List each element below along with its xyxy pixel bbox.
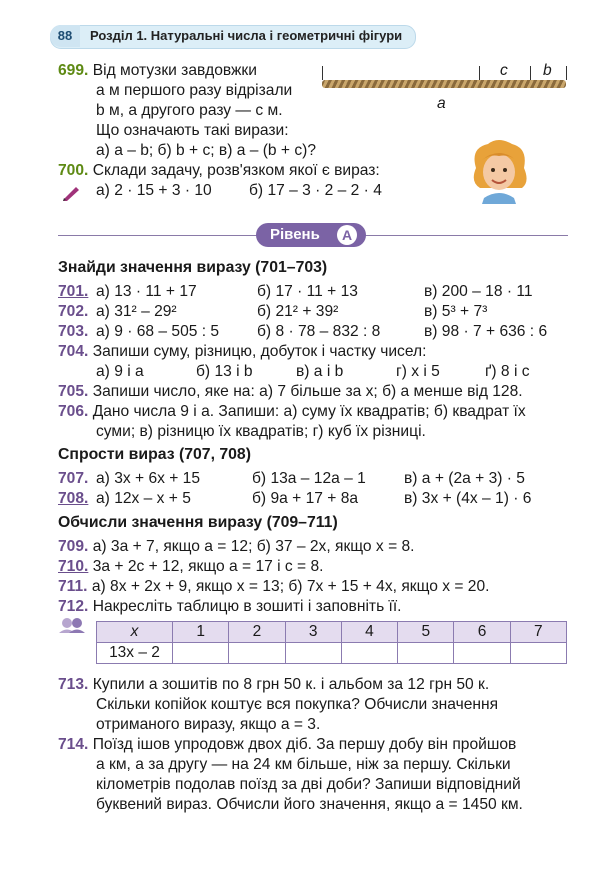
section-title-2: Спрости вираз (707, 708) xyxy=(58,446,251,463)
text: Купили a зошитів по 8 грн 50 к. і альбом за 12 грн 50 к. xyxy=(92,676,490,693)
table-cell: 5 xyxy=(398,622,454,643)
table-cell: 1 xyxy=(173,622,229,643)
text: а) 3a + 7, якщо a = 12; б) 37 – 2x, якщо x = 8. xyxy=(92,538,415,555)
exercise-703-b: б) 8 · 78 – 832 : 8 xyxy=(257,323,381,340)
rope-figure xyxy=(322,80,566,88)
exercise-703-a: а) 9 · 68 – 505 : 5 xyxy=(96,323,220,340)
page-number: 88 xyxy=(50,25,80,47)
text: Дано числа 9 і a. Запиши: а) суму їх квадратів; б) квадрат їх xyxy=(92,403,526,420)
exercise-number: 702. xyxy=(58,303,89,320)
table-cell xyxy=(285,643,341,664)
exercise-711 xyxy=(58,577,489,597)
exercise-699-line-2: a м першого разу відрізали xyxy=(96,82,293,99)
exercise-699-line-4: Що означають такі вирази: xyxy=(96,122,289,139)
exercise-713-line-3: отриманого виразу, якщо a = 3. xyxy=(96,716,321,733)
exercise-number: 704. xyxy=(58,343,89,360)
exercise-707-a: а) 3x + 6x + 15 xyxy=(96,470,201,487)
table-cell: 13x – 2 xyxy=(97,643,173,664)
exercise-701-c: в) 200 – 18 · 11 xyxy=(424,283,533,300)
table-row xyxy=(97,643,567,664)
exercise-704-b: б) 13 і b xyxy=(196,363,253,380)
exercise-699-line-5: а) a – b; б) b + c; в) a – (b + c)? xyxy=(96,142,317,159)
table-cell: 3 xyxy=(285,622,341,643)
exercise-703 xyxy=(58,322,88,342)
rope-label-c: c xyxy=(500,62,508,79)
exercise-707 xyxy=(58,469,88,489)
exercise-701-a: а) 13 · 11 + 17 xyxy=(96,283,197,300)
exercise-number: 701. xyxy=(58,283,89,300)
chapter-title: Розділ 1. Натуральні числа і геометричні фігури xyxy=(90,28,403,43)
text: Запиши суму, різницю, добуток і частку чисел: xyxy=(92,343,427,360)
exercise-704-a: а) 9 і a xyxy=(96,363,144,380)
exercise-708 xyxy=(58,489,88,509)
exercise-number: 710. xyxy=(58,558,89,575)
text: Запиши число, яке на: а) 7 більше за x; б) a менше від 128. xyxy=(92,383,523,400)
exercise-number: 700. xyxy=(58,162,89,179)
table-cell xyxy=(454,643,510,664)
exercise-712 xyxy=(58,597,402,617)
exercise-707-b: б) 13a – 12a – 1 xyxy=(252,470,366,487)
text: 3a + 2c + 12, якщо a = 17 і c = 8. xyxy=(92,558,324,575)
exercise-number: 713. xyxy=(58,676,89,693)
exercise-713-line-1 xyxy=(58,675,489,695)
exercise-702-c: в) 5³ + 7³ xyxy=(424,303,488,320)
exercise-number: 706. xyxy=(58,403,89,420)
rope-tick-c xyxy=(479,66,480,80)
table-cell: 7 xyxy=(510,622,566,643)
text: Накресліть таблицю в зошиті і заповніть її. xyxy=(92,598,402,615)
exercise-700-line-1 xyxy=(58,161,380,181)
exercise-714-line-4: буквений вираз. Обчисли його значення, якщо a = 1450 км. xyxy=(96,796,523,813)
exercise-708-a: а) 12x – x + 5 xyxy=(96,490,191,507)
text: Від мотузки завдовжки xyxy=(92,62,257,79)
exercise-number: 705. xyxy=(58,383,89,400)
exercise-700-b: б) 17 – 3 · 2 – 2 · 4 xyxy=(249,182,382,199)
table-cell xyxy=(398,643,454,664)
exercise-number: 714. xyxy=(58,736,89,753)
exercise-708-b: б) 9a + 17 + 8a xyxy=(252,490,359,507)
exercise-704-line-1 xyxy=(58,342,426,362)
rope-tick-end xyxy=(566,66,567,80)
rope-tick-start xyxy=(322,66,323,80)
pair-work-icon xyxy=(58,617,86,633)
exercise-number: 712. xyxy=(58,598,89,615)
exercise-704-d: г) x і 5 xyxy=(396,363,440,380)
values-table xyxy=(96,621,567,664)
table-cell xyxy=(229,643,285,664)
exercise-709 xyxy=(58,537,415,557)
table-row xyxy=(97,622,567,643)
section-title-1: Знайди значення виразу (701–703) xyxy=(58,259,328,276)
table-cell: x xyxy=(97,622,173,643)
exercise-699-line-3: b м, а другого разу — c м. xyxy=(96,102,283,119)
table-cell: 2 xyxy=(229,622,285,643)
exercise-699-line-1 xyxy=(58,61,257,81)
level-badge xyxy=(256,223,366,247)
exercise-706-line-1 xyxy=(58,402,526,422)
exercise-702-b: б) 21² + 39² xyxy=(257,303,339,320)
exercise-number: 699. xyxy=(58,62,89,79)
table-cell: 4 xyxy=(341,622,397,643)
exercise-714-line-3: кілометрів подолав поїзд за дві доби? Запиши відповідний xyxy=(96,776,521,793)
exercise-number: 708. xyxy=(58,490,89,507)
exercise-702-a: а) 31² – 29² xyxy=(96,303,177,320)
rope-tick-b xyxy=(530,66,531,80)
exercise-number: 711. xyxy=(58,578,88,595)
exercise-704-e: ґ) 8 і c xyxy=(485,363,530,380)
child-avatar-illustration xyxy=(468,138,530,204)
exercise-702 xyxy=(58,302,88,322)
exercise-714-line-1 xyxy=(58,735,516,755)
exercise-703-c: в) 98 · 7 + 636 : 6 xyxy=(424,323,548,340)
exercise-701-b: б) 17 · 11 + 13 xyxy=(257,283,358,300)
exercise-714-line-2: a км, а за другу — на 24 км більше, ніж за першу. Скільки xyxy=(96,756,511,773)
table-cell: 6 xyxy=(454,622,510,643)
exercise-700-a: а) 2 · 15 + 3 · 10 xyxy=(96,182,212,199)
exercise-707-c: в) a + (2a + 3) · 5 xyxy=(404,470,525,487)
level-letter: А xyxy=(337,225,357,245)
text: а) 8x + 2x + 9, якщо x = 13; б) 7x + 15 + 4x, якщо x = 20. xyxy=(91,578,490,595)
table-cell xyxy=(173,643,229,664)
pencil-icon xyxy=(60,185,82,201)
table-cell xyxy=(510,643,566,664)
text: Склади задачу, розв'язком якої є вираз: xyxy=(92,162,380,179)
exercise-708-c: в) 3x + (4x – 1) · 6 xyxy=(404,490,532,507)
exercise-705 xyxy=(58,382,523,402)
exercise-number: 709. xyxy=(58,538,89,555)
section-title-3: Обчисли значення виразу (709–711) xyxy=(58,514,338,531)
exercise-710 xyxy=(58,557,324,577)
rope-label-a: a xyxy=(437,95,446,112)
level-label: Рівень xyxy=(270,226,320,243)
rope-label-b: b xyxy=(543,62,552,79)
exercise-713-line-2: Скільки копійок коштує вся покупка? Обчисли значення xyxy=(96,696,499,713)
table-cell xyxy=(341,643,397,664)
exercise-701 xyxy=(58,282,88,302)
exercise-number: 707. xyxy=(58,470,89,487)
exercise-706-line-2: суми; в) різницю їх квадратів; г) куб їх різниці. xyxy=(96,423,426,440)
exercise-number: 703. xyxy=(58,323,89,340)
exercise-704-c: в) a і b xyxy=(296,363,344,380)
text: Поїзд ішов упродовж двох діб. За першу добу він пройшов xyxy=(92,736,517,753)
